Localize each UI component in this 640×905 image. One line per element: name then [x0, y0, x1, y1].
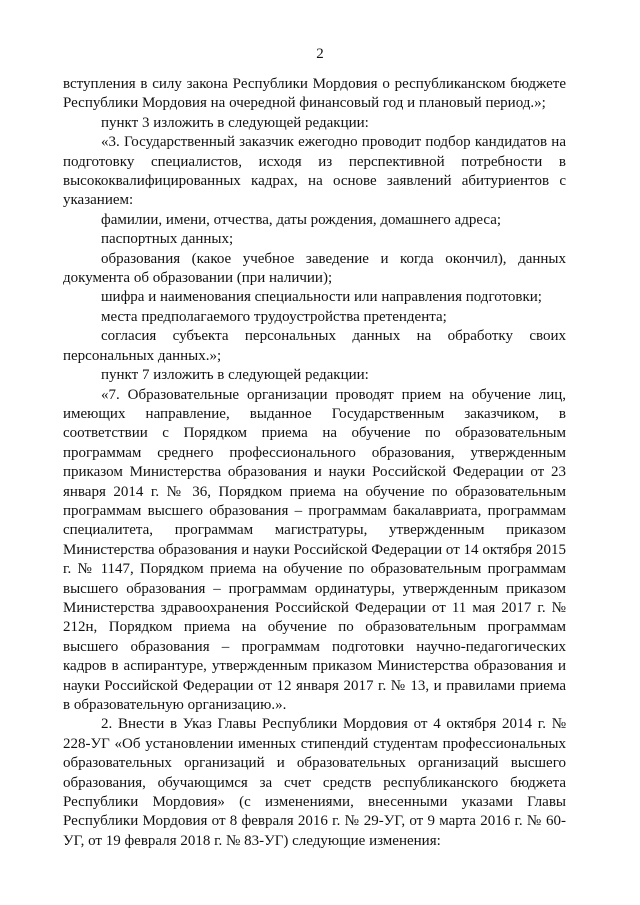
paragraph: пункт 7 изложить в следующей редакции: [101, 367, 369, 384]
paragraph: 2. Внести в Указ Главы Республики Мордовия от 4 октября 2014 г. № 228-УГ «Об установлении именных стипендий студентам профессиональных образовательных организаций и образовательных организаций высшего образования, обучающимся за счет средств республиканского бюджета Республики Мордовия» (с изменениями, внесенными указами Главы Республики Мордовия от 8 февраля 2016 г. № 29-УГ, от 9 марта 2016 г. № 60-УГ, от 19 февраля 2018 г. № 83-УГ) следующие изменения: [63, 716, 566, 849]
paragraph: пункт 3 изложить в следующей редакции: [101, 114, 369, 131]
paragraph: согласия субъекта персональных данных на обработку своих персональных данных.»; [63, 328, 566, 364]
page-number: 2 [316, 46, 324, 62]
paragraph: шифра и наименования специальности или направления подготовки; [101, 289, 542, 306]
paragraph: «7. Образовательные организации проводят прием на обучение лиц, имеющих направление, выданное Государственным заказчиком, в соответствии с Порядком приема на обучение по образовательным программам среднего профессионального образования, утвержденным приказом Министерства образования и науки Российской Федерации от 23 января 2014 г. № 36, Порядком приема на обучение по образовательным программам высшего образования – программам бакалавриата, программам специалитета, программам магистратуры, утвержденным приказом Министерства образования и науки Российской Федерации от 14 октября 2015 г. № 1147, Порядком приема на обучение по образовательным программам высшего образования – программам ординатуры, утвержденным приказом Министерства здравоохранения Российской Федерации от 11 мая 2017 г. № 212н, Порядком приема на обучение по образовательным программам высшего образования – программам подготовки научно-педагогических кадров в аспирантуре, утвержденным приказом Министерства образования и науки Российской Федерации от 12 января 2017 г. № 13, и правилами приема в образовательную организацию.». [63, 386, 566, 713]
document-body [63, 75, 566, 851]
paragraph: паспортных данных; [101, 231, 234, 248]
paragraph: вступления в силу закона Республики Мордовия о республиканском бюджете Республики Мордовия на очередной финансовый год и плановый период.»; [63, 76, 566, 112]
paragraph: образования (какое учебное заведение и когда окончил), данных документа об образовании (при наличии); [63, 250, 566, 287]
paragraph: «3. Государственный заказчик ежегодно проводит подбор кандидатов на подготовку специалистов, исходя из перспективной потребности в высококвалифицированных кадрах, на основе заявлений абитуриентов с указанием: [63, 134, 566, 209]
paragraph: фамилии, имени, отчества, даты рождения, домашнего адреса; [101, 211, 502, 228]
paragraph: места предполагаемого трудоустройства претендента; [101, 308, 447, 325]
